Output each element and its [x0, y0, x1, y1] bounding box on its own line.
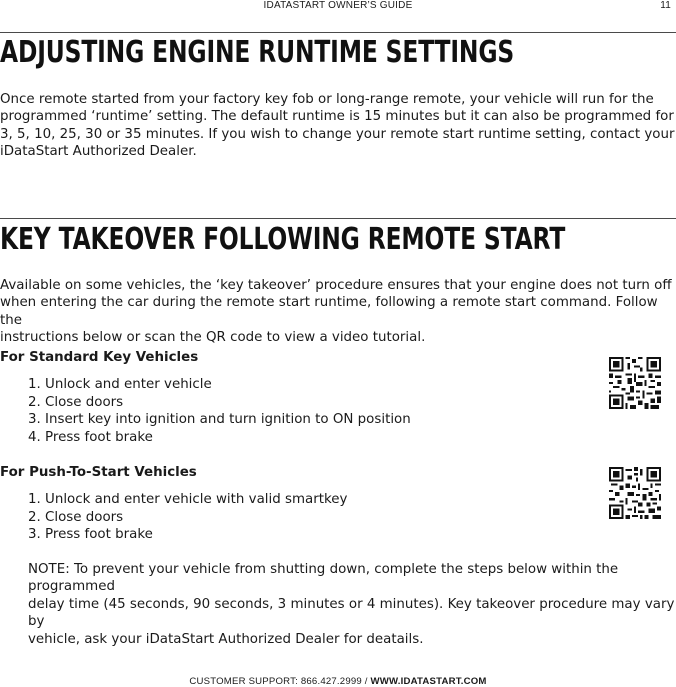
list-item: 3. Press foot brake	[28, 527, 153, 543]
key-takeover-paragraph: Available on some vehicles, the ‘key takeover’ procedure ensures that your engine does not turn off when entering the car during the remote start runtime, following a remote start command. Follow the instructions below or scan the QR code to view a video tutorial.	[0, 278, 672, 346]
guide-title: IDATASTART OWNER’S GUIDE	[263, 0, 413, 11]
running-header	[0, 0, 676, 14]
list-item: 4. Press foot brake	[28, 429, 153, 445]
page-footer	[0, 676, 676, 687]
qr-code-push-to-start[interactable]	[609, 467, 661, 519]
section-divider	[0, 32, 676, 33]
list-item: 2. Close doors	[28, 394, 124, 410]
list-item: 2. Close doors	[28, 509, 124, 525]
page-number: 11	[660, 0, 671, 11]
website-link[interactable]: WWW.IDATASTART.COM	[370, 676, 487, 687]
list-item: 1. Unlock and enter vehicle with valid smartkey	[28, 492, 348, 507]
section-title-runtime: ADJUSTING ENGINE RUNTIME SETTINGS	[0, 35, 515, 70]
standard-key-heading: For Standard Key Vehicles	[0, 350, 199, 365]
section-title-key-takeover: KEY TAKEOVER FOLLOWING REMOTE START	[0, 222, 566, 257]
runtime-paragraph: Once remote started from your factory key fob or long-range remote, your vehicle will run for the programmed ‘runtime’ setting. The default runtime is 15 minutes but it can also be programmed for 3, 5, 10, 25, 30 or 35 minutes. If you wish to change your remote start runtime setting, contact your iDataStart Authorized Dealer.	[0, 92, 675, 160]
list-item: 3. Insert key into ignition and turn ignition to ON position	[28, 412, 411, 428]
standard-key-steps	[28, 376, 411, 446]
support-phone: CUSTOMER SUPPORT: 866.427.2999 /	[189, 676, 371, 687]
qr-code-standard-key[interactable]	[609, 357, 661, 409]
section-divider	[0, 218, 676, 219]
push-to-start-heading: For Push-To-Start Vehicles	[0, 465, 197, 480]
push-to-start-steps	[28, 491, 347, 544]
note-paragraph: NOTE: To prevent your vehicle from shutting down, complete the steps below within the programmed delay time (45 seconds, 90 seconds, 3 minutes or 4 minutes). Key takeover procedure may vary by vehicle, ask your iDataStart Authorized Dealer for deatails.	[28, 562, 675, 647]
list-item: 1. Unlock and enter vehicle	[28, 377, 212, 392]
